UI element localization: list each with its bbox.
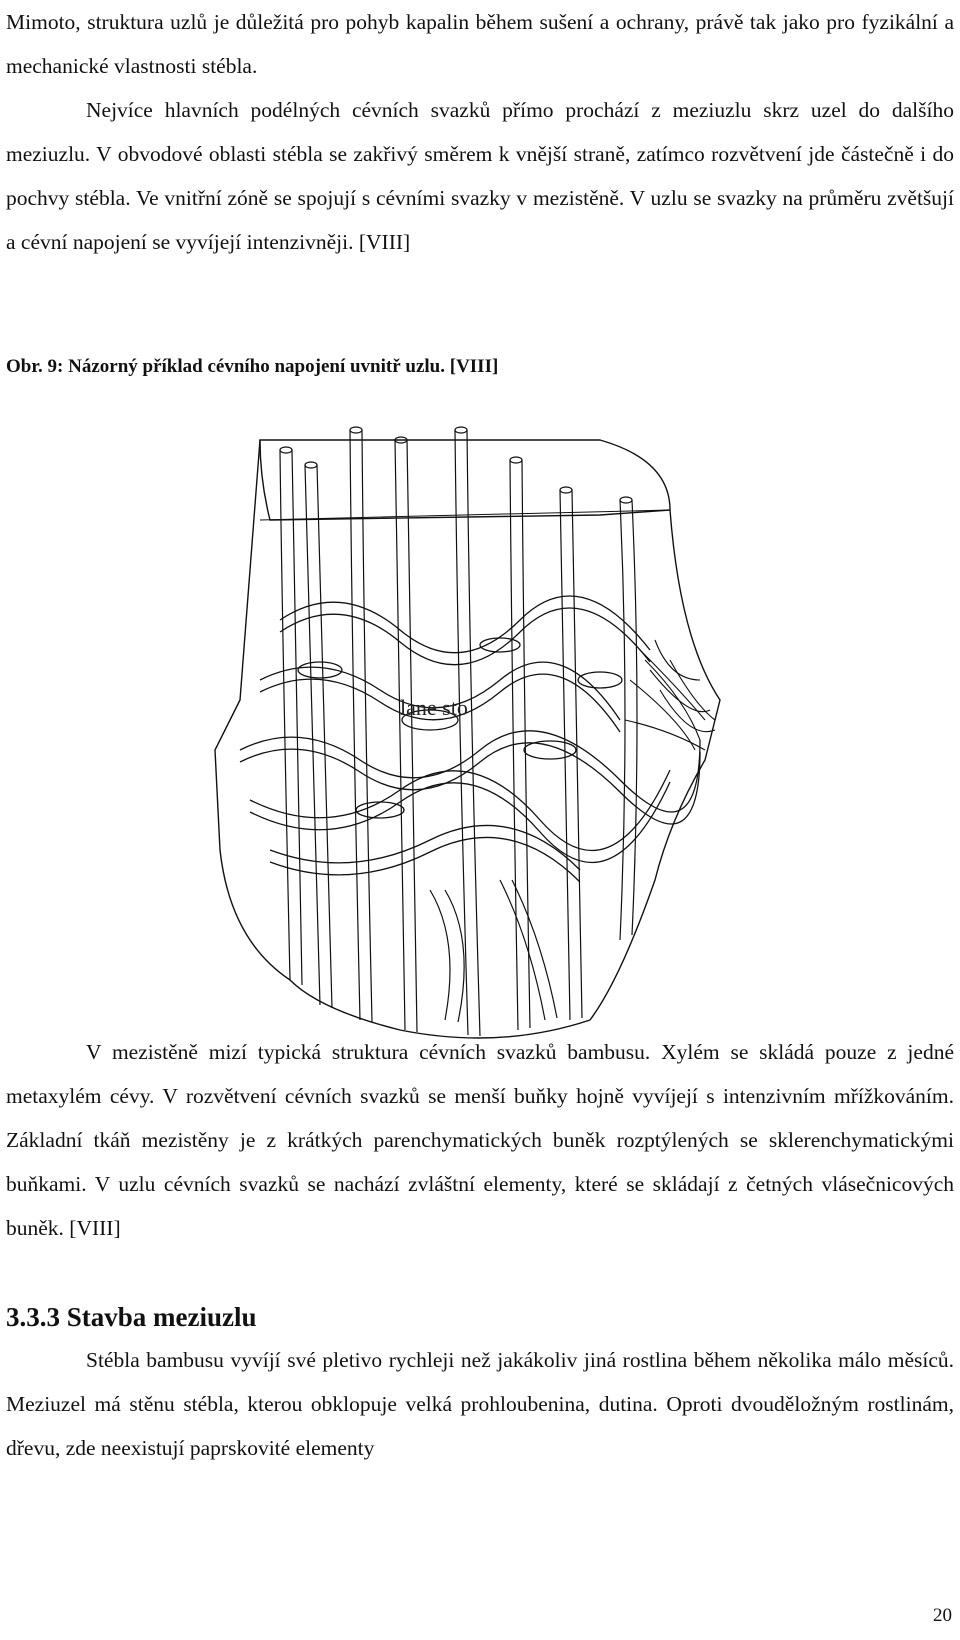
section-heading: 3.3.3 Stavba meziuzlu bbox=[6, 1302, 257, 1332]
node-vascular-diagram bbox=[200, 420, 760, 1050]
paragraph-node-structure: V mezistěně mizí typická struktura cévních svazků bambusu. Xylém se skládá pouze z jedné metaxylém cévy. V rozvětvení cévních svazků se menší buňky hojně vyvíjejí s intenzivním mřížkováním. Základní tkáň mezistěny je z krátkých parenchymatických buněk rozptýlených se sklerenchymatickými buňkami. V uzlu cévních svazků se nachází zvláštní elementy, které se skládají z četných vlásečnicových buněk. [VIII] bbox=[6, 1040, 954, 1240]
paragraph-intro: Mimoto, struktura uzlů je důležitá pro pohyb kapalin během sušení a ochrany, právě tak jako pro fyzikální a mechanické vlastnosti stébla. bbox=[6, 10, 954, 78]
diagram-inner-label: lane sto bbox=[400, 695, 468, 720]
figure-caption: Obr. 9: Názorný příklad cévního napojení uvnitř uzlu. [VIII] bbox=[6, 356, 499, 377]
page-number: 20 bbox=[933, 1605, 952, 1626]
paragraph-vascular-bundles: Nejvíce hlavních podélných cévních svazků přímo prochází z meziuzlu skrz uzel do dalšího meziuzlu. V obvodové oblasti stébla se zakřivý směrem k vnější straně, zatímco rozvětvení jde částečně i do pochvy stébla. Ve vnitřní zóně se spojují s cévními svazky v mezistěně. V uzlu se svazky na průměru zvětšují a cévní napojení se vyvíjejí intenzivněji. [VIII] bbox=[6, 98, 954, 254]
paragraph-internode: Stébla bambusu vyvíjí své pletivo rychleji než jakákoliv jiná rostlina během několika málo měsíců. Meziuzel má stěnu stébla, kterou obklopuje velká prohloubenina, dutina. Oproti dvouděložným rostlinám, dřevu, zde neexistují paprskovité elementy bbox=[6, 1348, 954, 1460]
